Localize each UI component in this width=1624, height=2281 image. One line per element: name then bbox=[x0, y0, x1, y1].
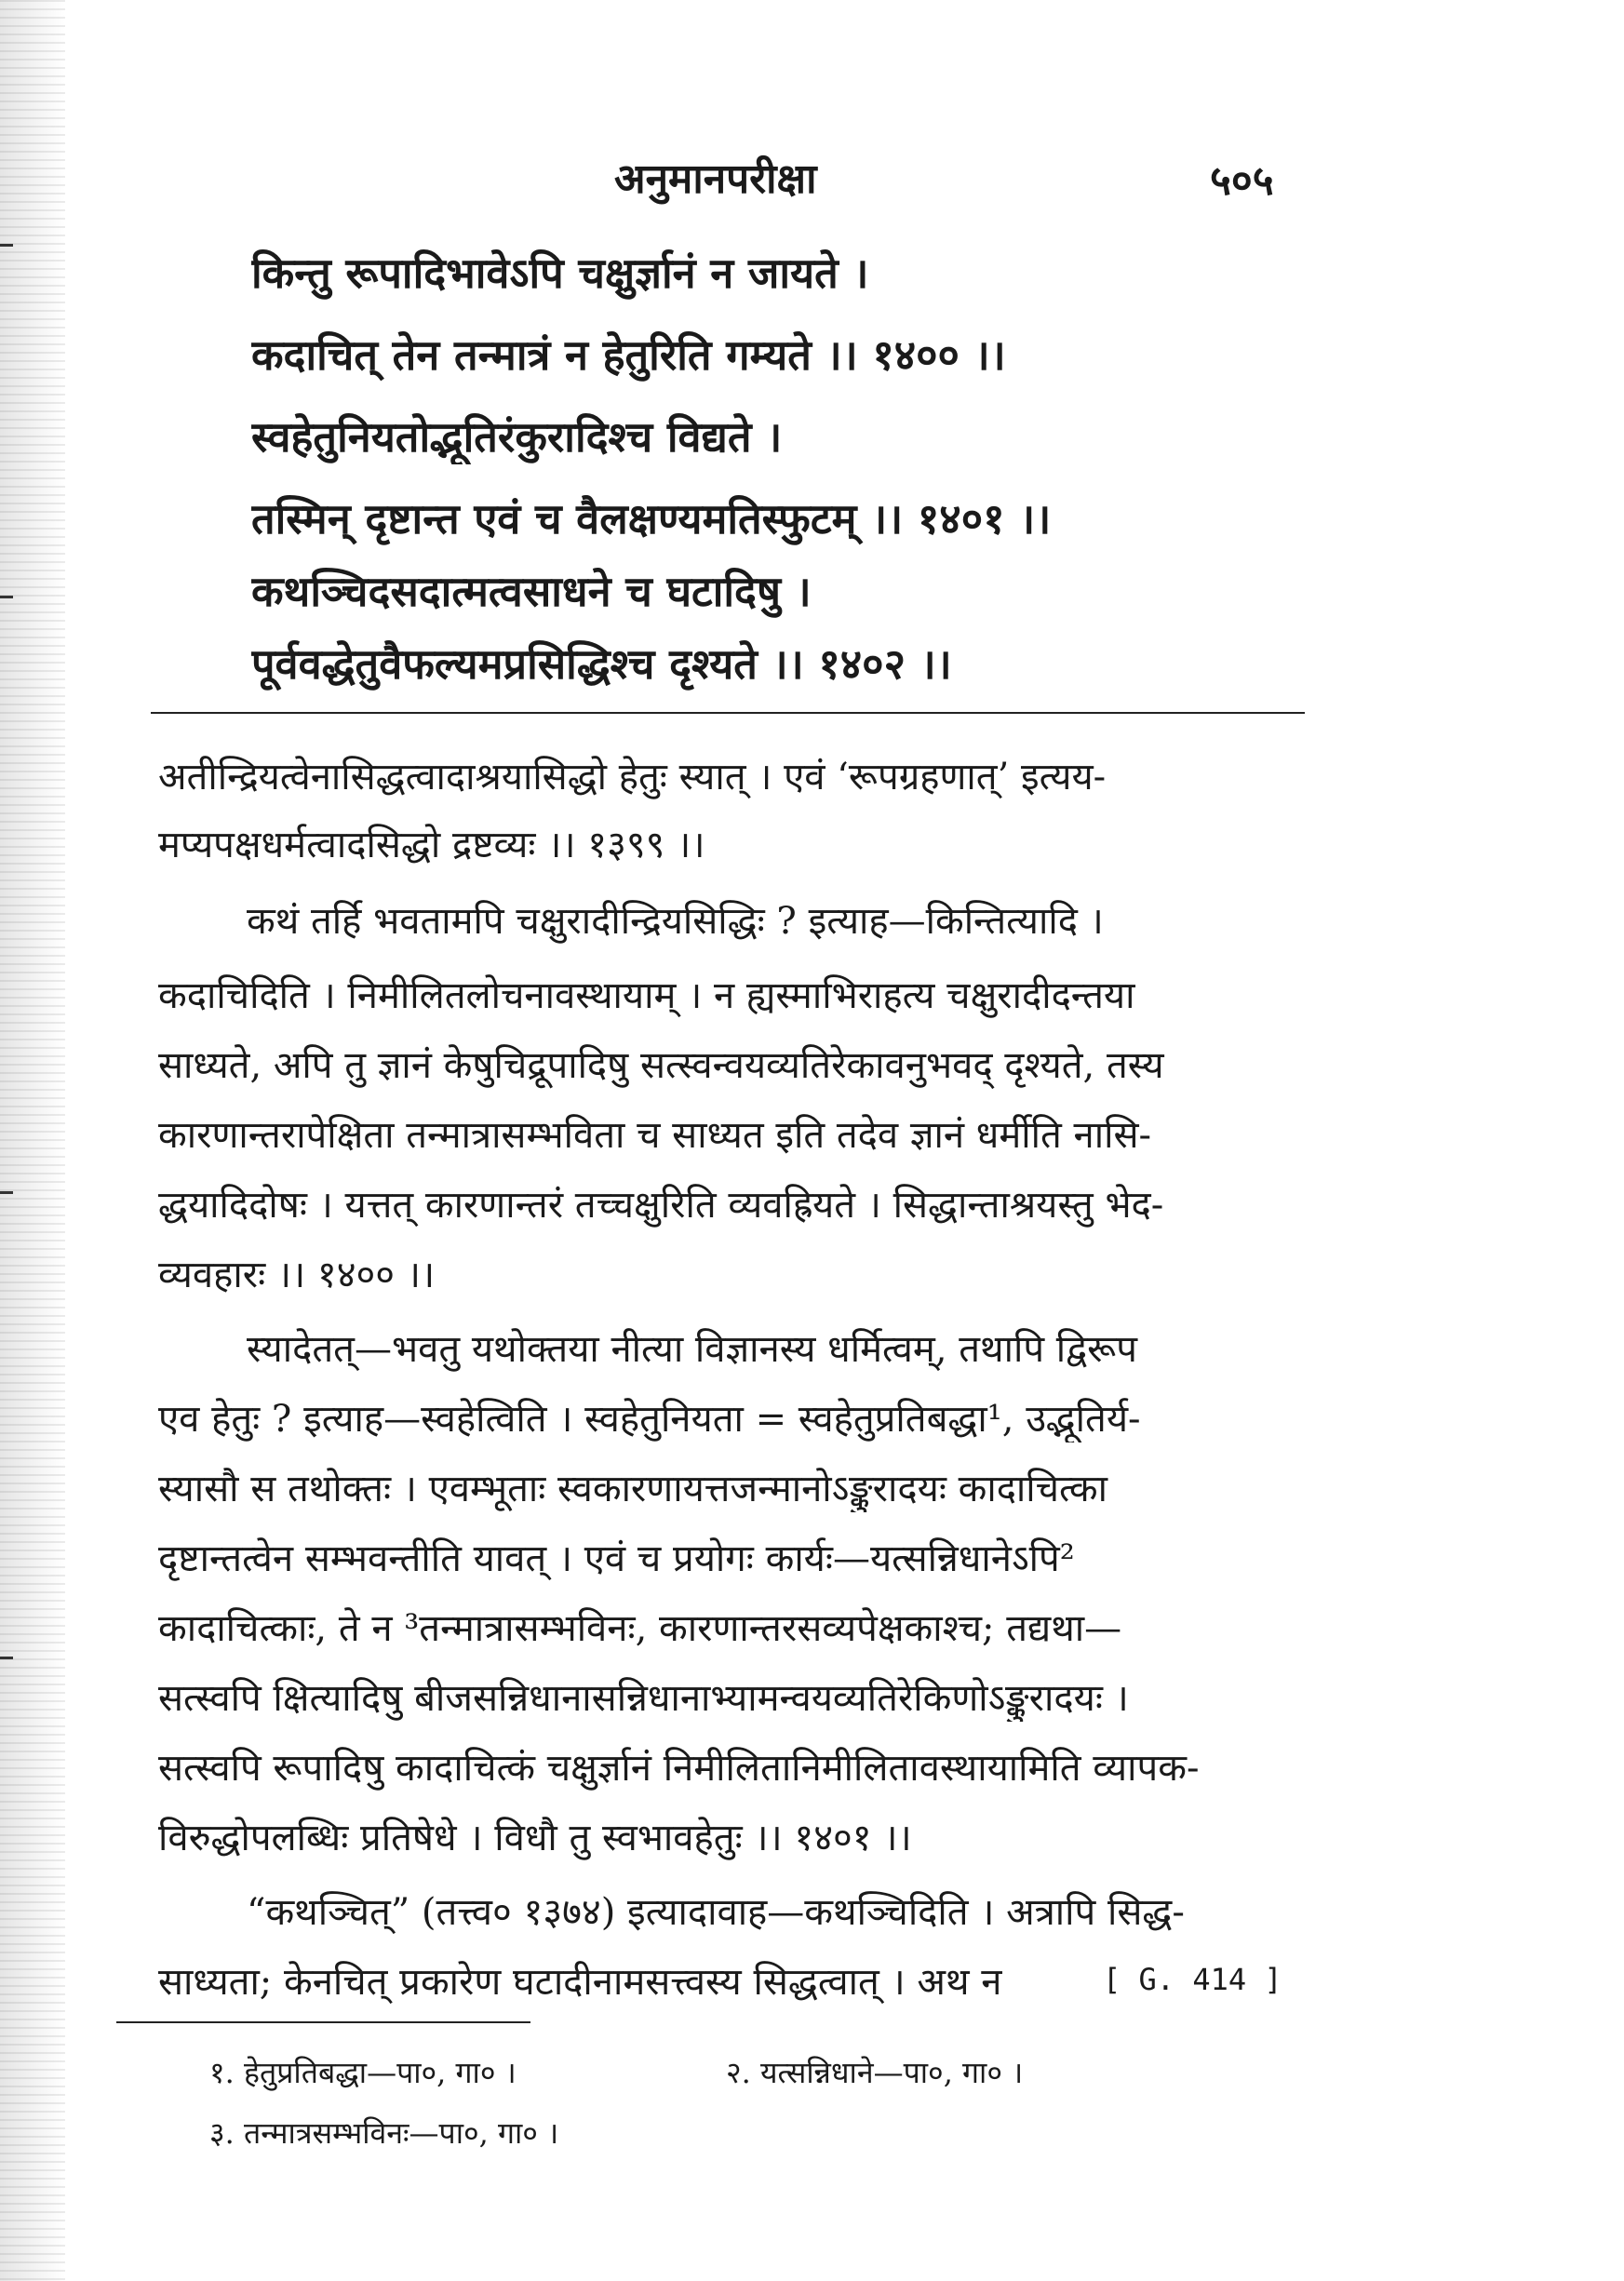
commentary-line: मप्यपक्षधर्मत्वादसिद्धो द्रष्टव्यः ।। १३९९ ।। bbox=[158, 824, 705, 866]
verse-line: कथञ्चिदसदात्मत्वसाधने च घटादिषु । bbox=[251, 567, 812, 616]
commentary-line: कथं तर्हि भवतामपि चक्षुरादीन्द्रियसिद्धिः ? इत्याह—किन्तित्यादि । bbox=[247, 900, 1104, 943]
commentary-line: सत्स्वपि रूपादिषु कादाचित्कं चक्षुर्ज्ञानं निमीलितानिमीलितावस्थायामिति व्यापक- bbox=[158, 1747, 1200, 1790]
footnote: २. यत्सन्निधाने—पा०, गा० । bbox=[726, 2055, 1024, 2090]
commentary-line: सत्स्वपि क्षित्यादिषु बीजसन्निधानासन्निधानाभ्यामन्वयव्यतिरेकिणोऽङ्कुरादयः । bbox=[158, 1677, 1129, 1720]
commentary-line: द्धयादिदोषः । यत्तत् कारणान्तरं तच्चक्षुरिति व्यवह्रियते । सिद्धान्ताश्रयस्तु भेद- bbox=[158, 1184, 1164, 1227]
commentary-line: कदाचिदिति । निमीलितलोचनावस्थायाम् । न ह्यस्माभिराहत्य चक्षुरादीदन्तया bbox=[158, 974, 1135, 1017]
verse-line: पूर्ववद्धेतुवैफल्यमप्रसिद्धिश्च दृश्यते ।। १४०२ ।। bbox=[251, 639, 952, 689]
page-title: अनुमानपरीक्षा bbox=[614, 155, 817, 203]
commentary-line: कादाचित्काः, ते न ³तन्मात्रासम्भविनः, कारणान्तरसव्यपेक्षकाश्च; तद्यथा— bbox=[158, 1607, 1122, 1650]
commentary-line: साध्यता; केनचित् प्रकारेण घटादीनामसत्त्वस्य सिद्धत्वात् । अथ न bbox=[158, 1961, 1002, 2004]
commentary-line: दृष्टान्तत्वेन सम्भवन्तीति यावत् । एवं च प्रयोगः कार्यः—यत्सन्निधानेऽपि² bbox=[158, 1537, 1075, 1580]
commentary-line: अतीन्द्रियत्वेनासिद्धत्वादाश्रयासिद्धो हेतुः स्यात् । एवं ‘रूपग्रहणात्’ इत्यय- bbox=[158, 756, 1107, 798]
commentary-line: स्यासौ स तथोक्तः । एवम्भूताः स्वकारणायत्तजन्मानोऽङ्कुरादयः कादाचित्का bbox=[158, 1468, 1107, 1510]
footnote-divider bbox=[116, 2021, 530, 2023]
section-divider bbox=[151, 712, 1305, 714]
page-number: ५०५ bbox=[1210, 157, 1274, 205]
commentary-line: साध्यते, अपि तु ज्ञानं केषुचिद्रूपादिषु सत्स्वन्वयव्यतिरेकावनुभवद् दृश्यते, तस्य bbox=[158, 1044, 1164, 1087]
commentary-line: स्यादेतत्—भवतु यथोक्तया नीत्या विज्ञानस्य धर्मित्वम्, तथापि द्विरूप bbox=[247, 1328, 1137, 1371]
scan-edge bbox=[0, 0, 65, 2281]
page-reference: [ G. 414 ] bbox=[1103, 1962, 1282, 1997]
scan-edge-mark bbox=[0, 1657, 13, 1659]
verse-line: कदाचित् तेन तन्मात्रं न हेतुरिति गम्यते ।। १४०० ।। bbox=[251, 330, 1006, 380]
scan-edge-mark bbox=[0, 1191, 13, 1194]
footnote: ३. तन्मात्रसम्भविनः—पा०, गा० । bbox=[209, 2115, 559, 2151]
footnote: १. हेतुप्रतिबद्धा—पा०, गा० । bbox=[209, 2055, 517, 2090]
verse-line: स्वहेतुनियतोद्भूतिरंकुरादिश्च विद्यते । bbox=[251, 412, 783, 462]
commentary-line: विरुद्धोपलब्धिः प्रतिषेधे । विधौ तु स्वभावहेतुः ।। १४०१ ।। bbox=[158, 1817, 912, 1859]
verse-line: किन्तु रूपादिभावेऽपि चक्षुर्ज्ञानं न जायते । bbox=[251, 248, 869, 298]
scan-edge-mark bbox=[0, 596, 13, 598]
commentary-line: व्यवहारः ।। १४०० ।। bbox=[158, 1254, 436, 1296]
commentary-line: कारणान्तरापेक्षिता तन्मात्रासम्भविता च साध्यत इति तदेव ज्ञानं धर्मीति नासि- bbox=[158, 1114, 1151, 1157]
verse-line: तस्मिन् दृष्टान्त एवं च वैलक्षण्यमतिस्फुटम् ।। १४०१ ।। bbox=[251, 494, 1052, 543]
commentary-line: “कथञ्चित्” (तत्त्व० १३७४) इत्यादावाह—कथञ्चिदिति । अत्रापि सिद्ध- bbox=[247, 1891, 1185, 1934]
scan-edge-mark bbox=[0, 244, 13, 247]
commentary-line: एव हेतुः ? इत्याह—स्वहेत्विति । स्वहेतुनियता = स्वहेतुप्रतिबद्धा¹, उद्भूतिर्य- bbox=[158, 1398, 1141, 1441]
